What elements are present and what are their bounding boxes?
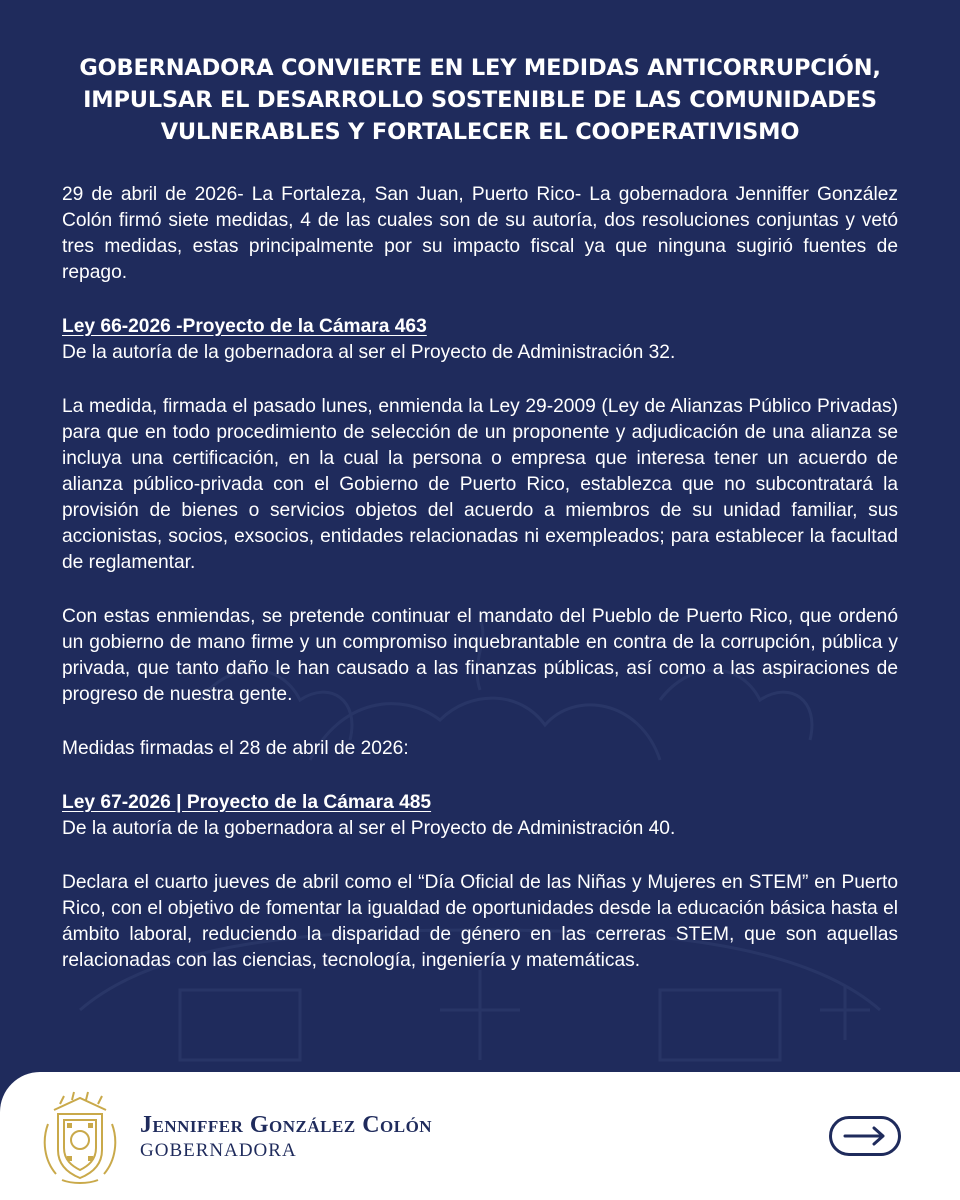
headline: GOBERNADORA CONVIERTE EN LEY MEDIDAS ANTICORRUPCIÓN, IMPULSAR EL DESARROLLO SOSTENIBLE DE LAS COMUNIDADES VULNERABLES Y FORTALECER EL COOPERATIVISMO — [79, 55, 881, 145]
coat-of-arms-seal-icon — [40, 1090, 120, 1186]
signed-date-label: Medidas firmadas el 28 de abril de 2026: — [62, 738, 409, 759]
governor-title: GOBERNADORA — [140, 1140, 297, 1161]
law-66-purpose: Con estas enmiendas, se pretende continuar el mandato del Pueblo de Puerto Rico, que ordenó un gobierno de mano firme y un compromiso inquebrantable en contra de la corrupción, pública y privada, que tanto daño le han causado a las finanzas públicas, así como a las aspiraciones de progreso de nuestra gente. — [62, 606, 898, 705]
next-button[interactable] — [829, 1116, 901, 1156]
footer-bar — [0, 1072, 960, 1200]
law-66-section — [62, 314, 898, 366]
intro-paragraph: 29 de abril de 2026- La Fortaleza, San Juan, Puerto Rico- La gobernadora Jenniffer González Colón firmó siete medidas, 4 de las cuales son de su autoría, dos resoluciones conjuntas y vetó tres medidas, estas principalmente por su impacto fiscal ya que ninguna sugirió fuentes de repago. — [62, 184, 898, 283]
law-66-heading: Ley 66-2026 -Proyecto de la Cámara 463 — [62, 316, 427, 337]
law-67-heading: Ley 67-2026 | Proyecto de la Cámara 485 — [62, 792, 432, 813]
press-release — [62, 52, 898, 1002]
governor-name: Jenniffer González Colón — [140, 1112, 433, 1138]
law-66-authorship: De la autoría de la gobernadora al ser el Proyecto de Administración 32. — [62, 342, 676, 363]
arrow-right-icon — [843, 1126, 887, 1146]
law-67-description: Declara el cuarto jueves de abril como el “Día Oficial de las Niñas y Mujeres en STEM” en Puerto Rico, con el objetivo de fomentar la igualdad de oportunidades desde la educación básica hasta el ámbito laboral, reduciendo la disparidad de género en las cerreras STEM, que son aquellas relacionadas con las ciencias, tecnología, ingeniería y matemáticas. — [62, 872, 898, 971]
law-66-description: La medida, firmada el pasado lunes, enmienda la Ley 29-2009 (Ley de Alianzas Público Privadas) para que en todo procedimiento de selección de un proponente y adjudicación de una alianza se incluya una certificación, en la cual la persona o empresa que interesa tener un acuerdo de alianza público-privada con el Gobierno de Puerto Rico, establezca que no subcontratará la provisión de bienes o servicios objetos del acuerdo a miembros de su unidad familiar, sus accionistas, socios, exsocios, entidades relacionadas ni exempleados; para establecer la facultad de reglamentar. — [62, 396, 898, 573]
law-67-section — [62, 790, 898, 842]
law-67-authorship: De la autoría de la gobernadora al ser el Proyecto de Administración 40. — [62, 818, 676, 839]
